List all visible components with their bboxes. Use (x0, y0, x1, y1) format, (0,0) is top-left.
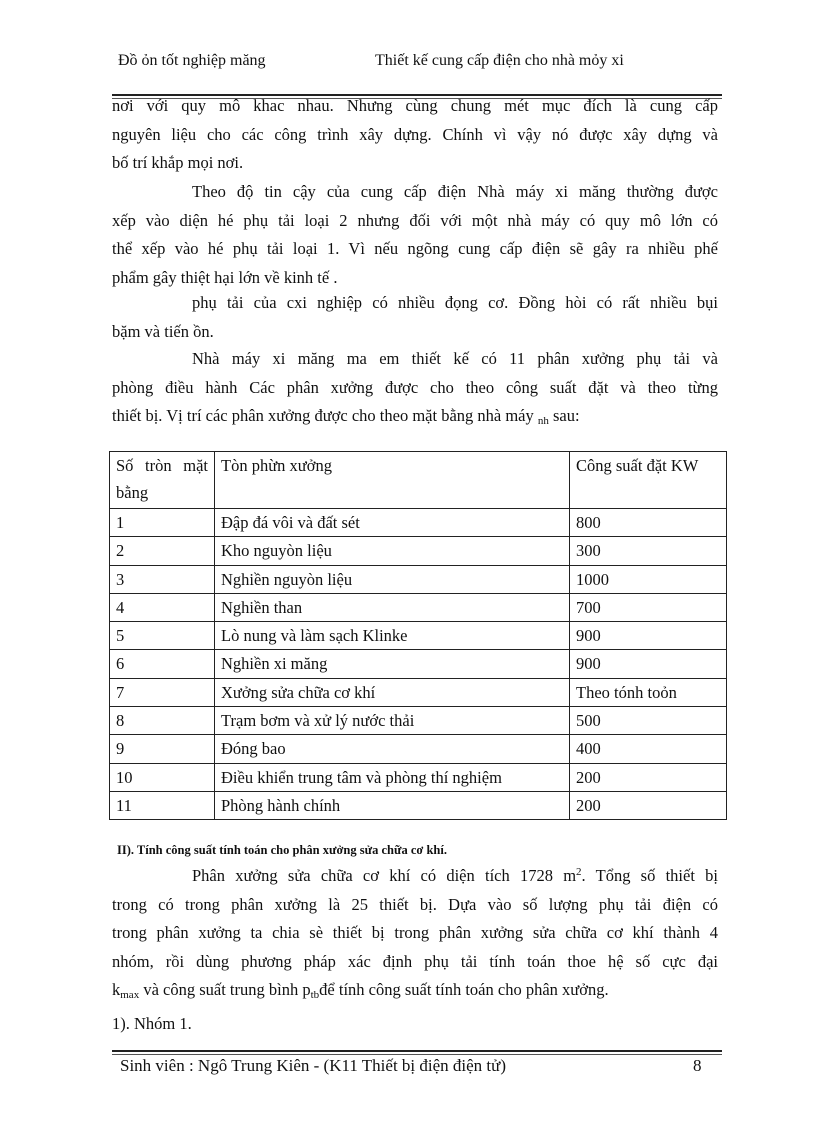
k-symbol: k (112, 980, 121, 1000)
cell-number: 1 (110, 509, 215, 537)
cell-number: 3 (110, 565, 215, 593)
table-row (110, 565, 727, 593)
line-text-end: để tính công suất tính toán cho phân xưởng. (319, 980, 609, 1000)
cell-workshop-name: Đập đá vôi và đất sét (215, 509, 570, 537)
cell-number: 6 (110, 650, 215, 678)
paragraph-line: trong có trong phân xưởng là 25 thiết bị. Dựa vào số lượng phụ tải điện có (112, 894, 718, 914)
cell-number: 2 (110, 537, 215, 565)
cell-number: 11 (110, 791, 215, 819)
paragraph-line: phòng điều hành Các phân xưởng được cho theo công suất đặt và theo từng (112, 377, 718, 397)
paragraph-line (112, 976, 718, 1010)
cell-number: 8 (110, 707, 215, 735)
cell-number: 9 (110, 735, 215, 763)
paragraph-line (112, 402, 718, 436)
paragraph-line (112, 858, 718, 891)
paragraph-line: nguyên liệu cho các công trình xây dựng. Chính vì vậy nó được xây dựng và (112, 124, 718, 144)
cell-workshop-name: Điều khiển trung tâm và phòng thí nghiệm (215, 763, 570, 791)
cell-number: 4 (110, 593, 215, 621)
line-text: và công suất trung bình p (139, 980, 311, 1000)
header-cell-name: Tòn phừn xưởng (215, 452, 570, 509)
paragraph-line: xếp vào diện hé phụ tải loại 2 nhưng đối với một nhà máy có quy mô lớn có (112, 210, 718, 230)
paragraph-line: Nhà máy xi măng ma em thiết kế có 11 phân xưởng phụ tải và (192, 349, 718, 368)
paragraph-line: nơi với quy mô khac nhau. Nhưng cùng chung mét mục đích là cung cấp (112, 96, 718, 115)
workshop-table (109, 451, 727, 820)
table-row (110, 509, 727, 537)
cell-workshop-name: Lò nung và làm sạch Klinke (215, 622, 570, 650)
table-row (110, 735, 727, 763)
footer-divider (112, 1050, 722, 1052)
line-text: Phân xưởng sửa chữa cơ khí có diện tích 1728 m (192, 866, 577, 885)
cell-workshop-name: Kho nguyòn liệu (215, 537, 570, 565)
cell-workshop-name: Nghiền xi măng (215, 650, 570, 678)
line-text: thiết bị. Vị trí các phân xưởng được cho theo mặt bằng nhà máy (112, 406, 534, 426)
cell-power: 1000 (570, 565, 727, 593)
cell-power: 900 (570, 650, 727, 678)
cell-power: 900 (570, 622, 727, 650)
paragraph-line: trong phân xưởng ta chia sè thiết bị trong phân xưởng sửa chữa cơ khí thành 4 (112, 923, 718, 943)
cell-workshop-name: Nghiền nguyòn liệu (215, 565, 570, 593)
table-row (110, 791, 727, 819)
subscript-max: max (120, 989, 140, 1002)
table-row (110, 763, 727, 791)
cell-power: 200 (570, 791, 727, 819)
header-right: Thiết kế cung cấp điện cho nhà mỏy xi (375, 52, 624, 69)
cell-number: 10 (110, 763, 215, 791)
table-row (110, 650, 727, 678)
table-row (110, 537, 727, 565)
superscript-2: 2 (576, 866, 582, 878)
header-cell-number (110, 452, 215, 509)
cell-workshop-name: Đóng bao (215, 735, 570, 763)
cell-power: Theo tónh toỏn (570, 678, 727, 706)
cell-power: 400 (570, 735, 727, 763)
cell-power: 200 (570, 763, 727, 791)
cell-power: 700 (570, 593, 727, 621)
header-left: Đồ ỏn tốt nghiệp măng (118, 52, 266, 69)
paragraph-line: bặm và tiến ồn. (112, 321, 214, 341)
table-row (110, 678, 727, 706)
line-text-end: . Tổng số thiết bị (581, 866, 718, 885)
table-row (110, 707, 727, 735)
paragraph-2 (112, 178, 718, 292)
cell-power: 300 (570, 537, 727, 565)
paragraph-line: phụ tải của cxi nghiệp có nhiều đọng cơ. Đồng hòi có rất nhiều bụi (192, 293, 718, 312)
paragraph-4 (112, 345, 718, 436)
cell-power: 800 (570, 509, 727, 537)
cell-workshop-name: Phòng hành chính (215, 791, 570, 819)
cell-workshop-name: Trạm bơm và xử lý nước thải (215, 707, 570, 735)
subscript-tb: tb (310, 989, 320, 1002)
page-number: 8 (693, 1056, 702, 1075)
table-row (110, 622, 727, 650)
footer-student: Sinh viên : Ngô Trung Kiên - (K11 Thiết bị điện điện tử) (120, 1056, 507, 1075)
paragraph-line: Theo độ tin cậy của cung cấp điện Nhà máy xi măng thường được (192, 182, 718, 201)
paragraph-line: phẩm gây thiệt hại lớn về kinh tế . (112, 267, 338, 287)
footer-divider-thin (112, 1054, 722, 1055)
paragraph-line: thể xếp vào hé phụ tải loại 1. Vì nếu ngõng cung cấp điện sẽ gây ra nhiều phế (112, 239, 718, 259)
cell-workshop-name: Nghiền than (215, 593, 570, 621)
paragraph-line: bố trí khắp mọi nơi. (112, 153, 244, 173)
cell-number: 7 (110, 678, 215, 706)
header-cell-power: Công suất đặt KW (570, 452, 727, 509)
table-row (110, 593, 727, 621)
table-header-row (110, 452, 727, 509)
section-title: II). Tính công suất tính toán cho phân xưởng sửa chữa cơ khí. (117, 843, 447, 857)
paragraph-1 (112, 92, 718, 178)
cell-power: 500 (570, 707, 727, 735)
line-text-end: sau: (553, 406, 580, 426)
paragraph-5 (112, 858, 718, 1039)
cell-number: 5 (110, 622, 215, 650)
paragraph-line: nhóm, rồi dùng phương pháp xác định phụ tải tính toán thoe hệ số cực đại (112, 951, 718, 971)
paragraph-3 (112, 289, 718, 346)
group-label: 1). Nhóm 1. (112, 1013, 192, 1033)
subscript-nh: nh (537, 415, 549, 428)
header-number-text: Số tròn mặt bằng (116, 456, 208, 502)
cell-workshop-name: Xưởng sửa chữa cơ khí (215, 678, 570, 706)
